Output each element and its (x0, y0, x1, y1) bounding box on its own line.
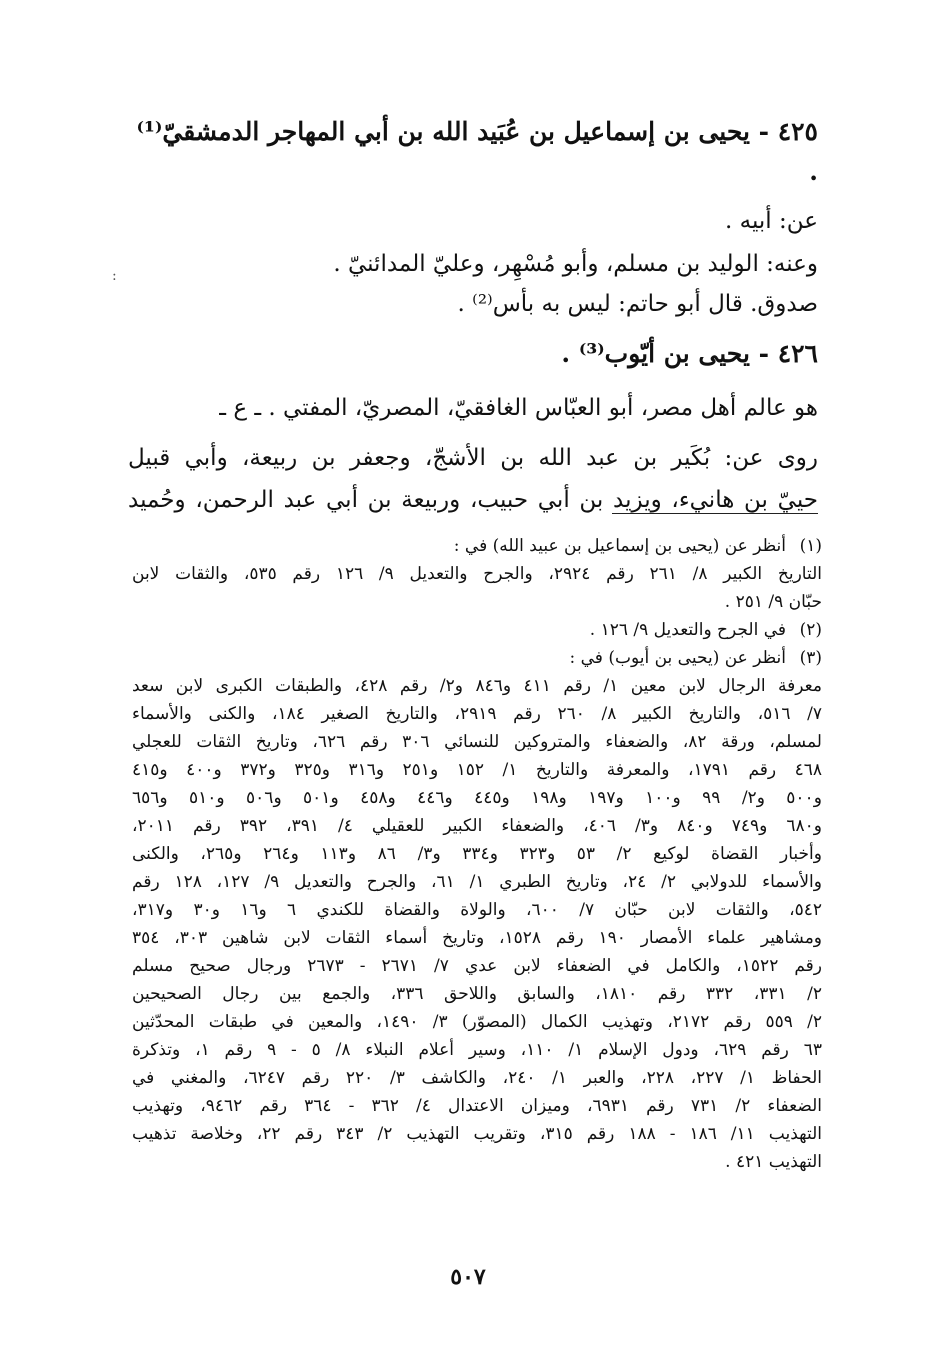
footnote-line: و٥٠٠ و٢/ ٩٩ و١٠٠ و١٩٧ و١٩٨ و٤٤٥ و٤٤٦ و٤٥٨ و٥٠١ و٥٠٦ و٥١٠ و٦٥٦ (132, 788, 822, 808)
footnote-line: ٧/ ٥١٦، والتاريخ الكبير ٨/ ٢٦٠ رقم ٢٩١٩، والتاريخ الصغير ١٨٤، والكنى والأسماء (132, 704, 823, 724)
page-number: ٥٠٧ (450, 1264, 486, 1290)
footnote-intro: أنظر عن (يحيى بن أيوب) في : (569, 648, 786, 668)
footnotes (132, 532, 822, 1176)
footnote-line: التاريخ الكبير ٨/ ٢٦١ رقم ٢٩٢٤، والجرح والتعديل ٩/ ١٢٦ رقم ٥٣٥، والثقات لابن (132, 564, 822, 584)
footnote-line: الحفاظ ١/ ٢٢٧، ٢٢٨، والعبر ١/ ٢٤٠، والكاشف ٣/ ٢٢٠ رقم ٦٢٤٧، والمغني في (132, 1068, 823, 1088)
footnote-body (132, 672, 822, 1176)
footnote-line: ٥٤٢، والثقات لابن حبّان ٧/ ٦٠٠، والولاة والقضاة للكندي ٦ و١٦ و٣٠ و٣١٧، (132, 900, 822, 920)
footnote-line: ٤٦٨ رقم ١٧٩١، والمعرفة والتاريخ ١/ ١٥٢ و٢٥١ و٣١٦ و٣٢٥ و٣٧٢ و٤٠٠ و٤١٥ (132, 760, 823, 780)
entry-line: هو عالم أهل مصر، أبو العبّاس الغافقيّ، المصريّ، المفتي . ـ ع ـ (219, 395, 818, 421)
footnote-line: التهذيب ٤٢١ . (725, 1152, 822, 1172)
footnote-line: وأخبار القضاة لوكيع ٢/ ٥٣ و٣٢٣ و٣٣٤ و٣/ ٨٦ و١١٣ و٢٦٤ و٢٦٥، والكنى (132, 844, 822, 864)
footnote-divider (612, 513, 818, 514)
footnote-line: ٢/ ٥٥٩ رقم ٢١٧٢، وتهذيب الكمال (المصوّر) ٣/ ١٤٩٠، والمعين في طبقات المحدّثين (132, 1012, 822, 1032)
entry-line: روى عن: بُكَير بن عبد الله بن الأشجّ، وجعفر بن ربيعة، وأبي قبيل (128, 445, 818, 471)
footnote-line: ومشاهير علماء الأمصار ١٩٠ رقم ١٥٢٨، وتاريخ أسماء الثقات لابن شاهين ٣٠٣، ٣٥٤ (132, 928, 823, 948)
entry-line: عن: أبيه . (725, 208, 818, 234)
footnote-number: (١) (799, 536, 822, 556)
entry-heading: ٤٢٦ - يحيى بن أيّوب⁽³⁾ . (561, 339, 818, 368)
entry-line: وعنه: الوليد بن مسلم، وأبو مُسْهِر، وعليّ المدائنيّ . (333, 251, 818, 277)
footnote-line: الضعفاء ٢/ ٧٣١ رقم ٦٩٣١، وميزان الاعتدال ٤/ ٣٦٢ - ٣٦٤ رقم ٩٤٦٢، وتهذيب (132, 1096, 822, 1116)
entry-line: حييّ بن هانيء، ويزيد بن أبي حبيب، وربيعة بن أبي عبد الرحمن، وحُميد (128, 487, 818, 513)
footnote-line: حبّان ٩/ ٢٥١ . (724, 592, 822, 612)
footnote-intro: أنظر عن (يحيى بن إسماعيل بن عبيد الله) في : (453, 536, 786, 556)
footnote (132, 532, 822, 560)
footnote-line: ٦٣ رقم ٦٢٩، ودول الإسلام ١/ ١١٠، وسير أعلام النبلاء ٨/ ٥ - ٩ رقم ١، وتذكرة (132, 1040, 822, 1060)
footnote-intro: في الجرح والتعديل ٩/ ١٢٦ . (589, 620, 786, 640)
entry-heading: ٤٢٥ - يحيى بن إسماعيل بن عُبَيد الله بن أبي المهاجر الدمشقيّ⁽¹⁾ . (136, 117, 818, 186)
footnote (132, 616, 822, 644)
footnote-line: ٢/ ٣٣١، ٣٣٢ رقم ١٨١٠، والسابق واللاحق ٣٣٦، والجمع بين رجال الصحيحين (132, 984, 822, 1004)
entry-line: صدوق. قال أبو حاتم: ليس به بأس⁽²⁾ . (457, 291, 818, 317)
footnote-number: (٣) (799, 648, 822, 668)
footnote-line: معرفة الرجال لابن معين ١/ رقم ٤١١ و٨٤٦ و٢/ رقم ٤٢٨، والطبقات الكبرى لابن سعد (132, 676, 822, 696)
main-text (128, 112, 818, 520)
footnote (132, 644, 822, 672)
footnote-line: لمسلم، ورقة ٨٢، والضعفاء والمتروكين للنسائي ٣٠٦ رقم ٦٢٦، وتاريخ الثقات للعجلي (132, 732, 822, 752)
footnote-number: (٢) (799, 620, 822, 640)
footnote-line: التهذيب ١١/ ١٨٦ - ١٨٨ رقم ٣١٥، وتقريب التهذيب ٢/ ٣٤٣ رقم ٢٢، وخلاصة تذهيب (132, 1124, 822, 1144)
footnote-line: و٦٨٠ و٧٤٩ و٨٤٠ و٣/ ٤٠٦، والضعفاء الكبير للعقيلي ٤/ ٣٩١، ٣٩٢ رقم ٢٠١١، (132, 816, 823, 836)
footnote-line: رقم ١٥٢٢، والكامل في الضعفاء لابن عدي ٧/ ٢٦٧١ - ٢٦٧٣ ورجال صحيح مسلم (132, 956, 822, 976)
footnote-line: والأسماء للدولابي ٢/ ٢٤، وتاريخ الطبري ١/ ٦١، والجرح والتعديل ٩/ ١٢٧، ١٢٨ رقم (132, 872, 822, 892)
margin-mark: : (112, 268, 117, 284)
